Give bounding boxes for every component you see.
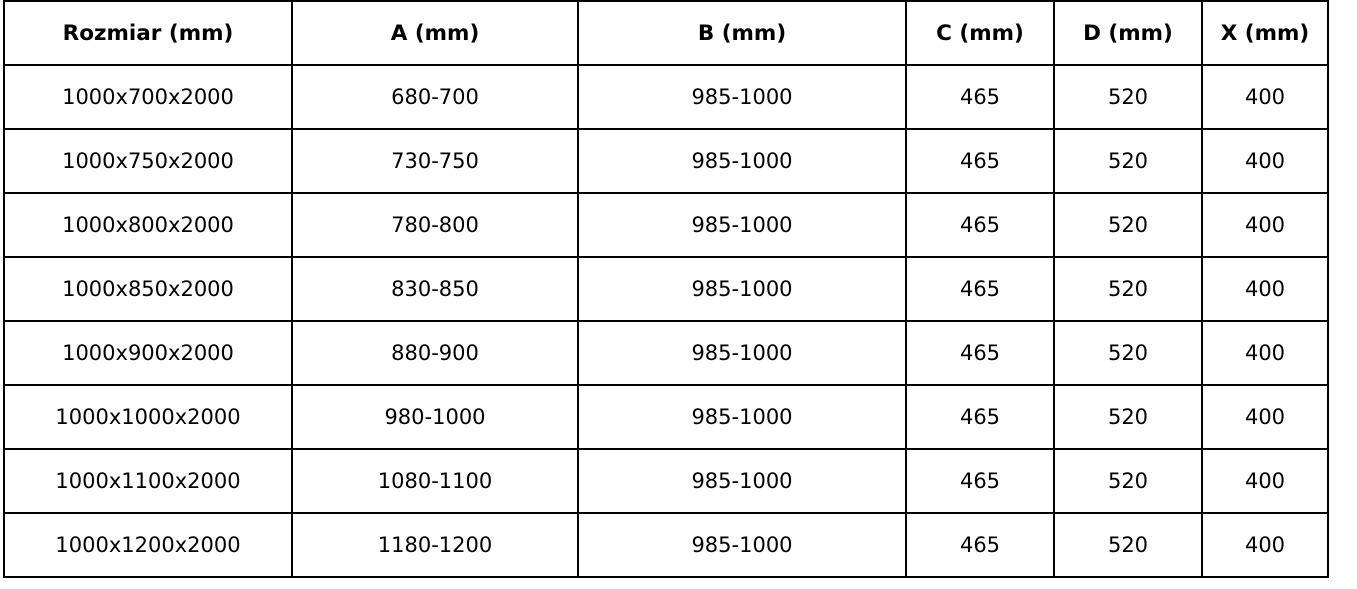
cell-c: 465: [906, 65, 1054, 129]
cell-a: 730-750: [292, 129, 578, 193]
cell-rozmiar: 1000x850x2000: [4, 257, 292, 321]
cell-b: 985-1000: [578, 65, 906, 129]
table-row: [4, 385, 1328, 449]
cell-d: 520: [1054, 513, 1202, 577]
cell-x: 400: [1202, 193, 1328, 257]
table-row: [4, 449, 1328, 513]
column-header-c: C (mm): [906, 1, 1054, 65]
cell-b: 985-1000: [578, 193, 906, 257]
cell-x: 400: [1202, 65, 1328, 129]
cell-a: 880-900: [292, 321, 578, 385]
table-header: [4, 1, 1328, 65]
cell-c: 465: [906, 513, 1054, 577]
cell-d: 520: [1054, 321, 1202, 385]
table-row: [4, 321, 1328, 385]
cell-c: 465: [906, 385, 1054, 449]
cell-b: 985-1000: [578, 449, 906, 513]
cell-d: 520: [1054, 257, 1202, 321]
table-row: [4, 193, 1328, 257]
cell-x: 400: [1202, 321, 1328, 385]
column-header-rozmiar: Rozmiar (mm): [4, 1, 292, 65]
table-row: [4, 513, 1328, 577]
cell-d: 520: [1054, 65, 1202, 129]
cell-d: 520: [1054, 385, 1202, 449]
column-header-b: B (mm): [578, 1, 906, 65]
cell-rozmiar: 1000x700x2000: [4, 65, 292, 129]
cell-c: 465: [906, 193, 1054, 257]
cell-rozmiar: 1000x1000x2000: [4, 385, 292, 449]
cell-rozmiar: 1000x900x2000: [4, 321, 292, 385]
cell-rozmiar: 1000x1200x2000: [4, 513, 292, 577]
dimensions-table: [3, 0, 1329, 578]
column-header-a: A (mm): [292, 1, 578, 65]
cell-x: 400: [1202, 385, 1328, 449]
cell-a: 780-800: [292, 193, 578, 257]
cell-x: 400: [1202, 129, 1328, 193]
cell-c: 465: [906, 129, 1054, 193]
cell-d: 520: [1054, 449, 1202, 513]
cell-a: 830-850: [292, 257, 578, 321]
cell-b: 985-1000: [578, 385, 906, 449]
cell-a: 1180-1200: [292, 513, 578, 577]
cell-a: 680-700: [292, 65, 578, 129]
table-row: [4, 65, 1328, 129]
cell-c: 465: [906, 449, 1054, 513]
column-header-x: X (mm): [1202, 1, 1328, 65]
cell-rozmiar: 1000x800x2000: [4, 193, 292, 257]
cell-c: 465: [906, 257, 1054, 321]
cell-rozmiar: 1000x1100x2000: [4, 449, 292, 513]
cell-d: 520: [1054, 193, 1202, 257]
cell-b: 985-1000: [578, 129, 906, 193]
cell-x: 400: [1202, 257, 1328, 321]
cell-x: 400: [1202, 513, 1328, 577]
table-header-row: [4, 1, 1328, 65]
column-header-d: D (mm): [1054, 1, 1202, 65]
cell-b: 985-1000: [578, 321, 906, 385]
cell-a: 980-1000: [292, 385, 578, 449]
cell-d: 520: [1054, 129, 1202, 193]
cell-b: 985-1000: [578, 257, 906, 321]
cell-x: 400: [1202, 449, 1328, 513]
table-row: [4, 257, 1328, 321]
cell-rozmiar: 1000x750x2000: [4, 129, 292, 193]
table-row: [4, 129, 1328, 193]
cell-b: 985-1000: [578, 513, 906, 577]
cell-a: 1080-1100: [292, 449, 578, 513]
table-body: [4, 65, 1328, 577]
cell-c: 465: [906, 321, 1054, 385]
